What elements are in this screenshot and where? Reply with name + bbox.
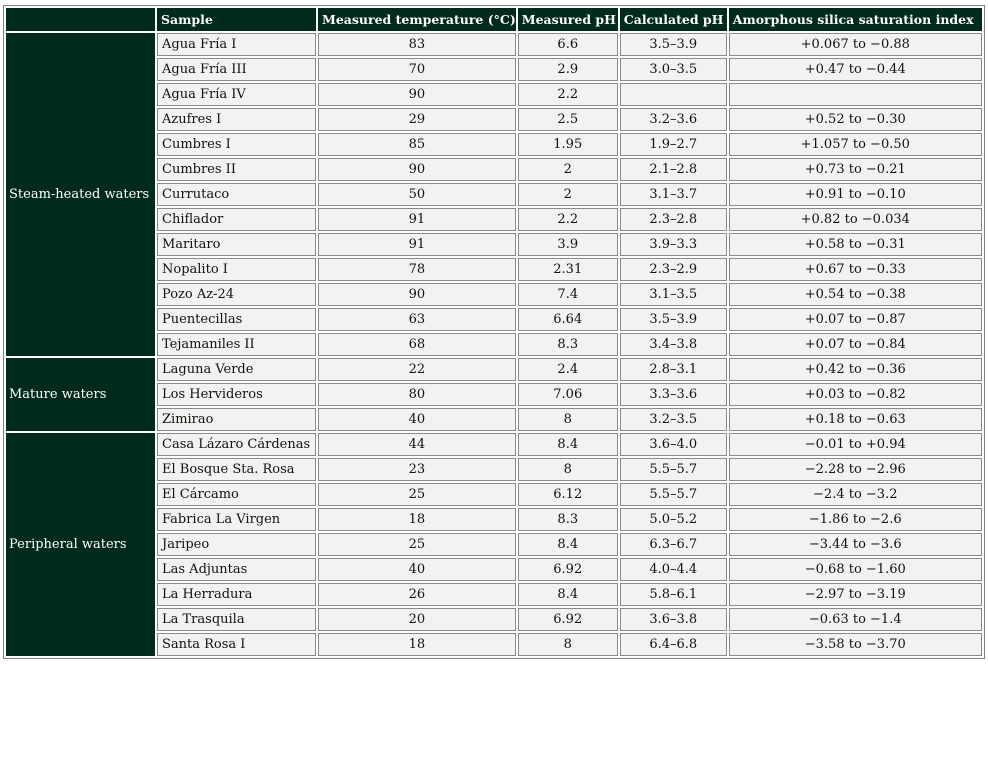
- calculated-ph-cell: 2.8–3.1: [620, 358, 727, 381]
- saturation-index-cell: +0.067 to −0.88: [729, 33, 982, 56]
- saturation-index-cell: +0.54 to −0.38: [729, 283, 982, 306]
- sample-cell: Nopalito I: [157, 258, 316, 281]
- measured-ph-cell: 6.64: [518, 308, 618, 331]
- calculated-ph-cell: 1.9–2.7: [620, 133, 727, 156]
- group-label: Steam-heated waters: [6, 33, 155, 356]
- calculated-ph-cell: 6.4–6.8: [620, 633, 727, 656]
- measured-ph-cell: 8: [518, 458, 618, 481]
- saturation-index-cell: +0.52 to −0.30: [729, 108, 982, 131]
- calculated-ph-cell: 5.8–6.1: [620, 583, 727, 606]
- temperature-cell: 90: [318, 283, 516, 306]
- header-row: [6, 8, 982, 31]
- calculated-ph-cell: 3.9–3.3: [620, 233, 727, 256]
- sample-cell: Currutaco: [157, 183, 316, 206]
- saturation-index-cell: −3.58 to −3.70: [729, 633, 982, 656]
- sample-cell: La Herradura: [157, 583, 316, 606]
- calculated-ph-cell: 3.3–3.6: [620, 383, 727, 406]
- saturation-index-cell: −2.4 to −3.2: [729, 483, 982, 506]
- calculated-ph-cell: 2.1–2.8: [620, 158, 727, 181]
- header-sample: Sample: [157, 8, 316, 31]
- saturation-index-cell: −0.63 to −1.4: [729, 608, 982, 631]
- silica-saturation-table: [4, 6, 984, 658]
- calculated-ph-cell: 3.6–4.0: [620, 433, 727, 456]
- saturation-index-cell: +0.67 to −0.33: [729, 258, 982, 281]
- sample-cell: Las Adjuntas: [157, 558, 316, 581]
- data-table-frame: [3, 5, 985, 659]
- calculated-ph-cell: 6.3–6.7: [620, 533, 727, 556]
- temperature-cell: 80: [318, 383, 516, 406]
- sample-cell: Santa Rosa I: [157, 633, 316, 656]
- sample-cell: Agua Fría IV: [157, 83, 316, 106]
- sample-cell: Pozo Az-24: [157, 283, 316, 306]
- temperature-cell: 78: [318, 258, 516, 281]
- sample-cell: Laguna Verde: [157, 358, 316, 381]
- temperature-cell: 68: [318, 333, 516, 356]
- measured-ph-cell: 8: [518, 408, 618, 431]
- sample-cell: Agua Fría III: [157, 58, 316, 81]
- measured-ph-cell: 2.5: [518, 108, 618, 131]
- measured-ph-cell: 8.3: [518, 508, 618, 531]
- header-measured-ph: Measured pH: [518, 8, 618, 31]
- header-calculated-ph: Calculated pH: [620, 8, 727, 31]
- saturation-index-cell: −2.97 to −3.19: [729, 583, 982, 606]
- temperature-cell: 20: [318, 608, 516, 631]
- saturation-index-cell: +0.03 to −0.82: [729, 383, 982, 406]
- temperature-cell: 91: [318, 233, 516, 256]
- sample-cell: Chiflador: [157, 208, 316, 231]
- temperature-cell: 22: [318, 358, 516, 381]
- temperature-cell: 63: [318, 308, 516, 331]
- measured-ph-cell: 6.12: [518, 483, 618, 506]
- temperature-cell: 40: [318, 408, 516, 431]
- measured-ph-cell: 7.4: [518, 283, 618, 306]
- temperature-cell: 91: [318, 208, 516, 231]
- saturation-index-cell: +0.58 to −0.31: [729, 233, 982, 256]
- measured-ph-cell: 2: [518, 183, 618, 206]
- temperature-cell: 25: [318, 533, 516, 556]
- group-label: Peripheral waters: [6, 433, 155, 656]
- saturation-index-cell: +0.91 to −0.10: [729, 183, 982, 206]
- temperature-cell: 18: [318, 633, 516, 656]
- measured-ph-cell: 8.4: [518, 533, 618, 556]
- measured-ph-cell: 8.4: [518, 433, 618, 456]
- header-measured-temperature: Measured temperature (°C): [318, 8, 516, 31]
- sample-cell: Los Hervideros: [157, 383, 316, 406]
- saturation-index-cell: [729, 83, 982, 106]
- temperature-cell: 90: [318, 158, 516, 181]
- measured-ph-cell: 8: [518, 633, 618, 656]
- measured-ph-cell: 2.9: [518, 58, 618, 81]
- saturation-index-cell: +0.07 to −0.84: [729, 333, 982, 356]
- sample-cell: Zimirao: [157, 408, 316, 431]
- calculated-ph-cell: 2.3–2.9: [620, 258, 727, 281]
- sample-cell: Fabrica La Virgen: [157, 508, 316, 531]
- temperature-cell: 26: [318, 583, 516, 606]
- sample-cell: El Cárcamo: [157, 483, 316, 506]
- temperature-cell: 29: [318, 108, 516, 131]
- measured-ph-cell: 8.4: [518, 583, 618, 606]
- temperature-cell: 44: [318, 433, 516, 456]
- header-group-blank: [6, 8, 155, 31]
- measured-ph-cell: 6.6: [518, 33, 618, 56]
- calculated-ph-cell: 3.0–3.5: [620, 58, 727, 81]
- calculated-ph-cell: 5.0–5.2: [620, 508, 727, 531]
- saturation-index-cell: −0.68 to −1.60: [729, 558, 982, 581]
- sample-cell: Puentecillas: [157, 308, 316, 331]
- measured-ph-cell: 2.4: [518, 358, 618, 381]
- calculated-ph-cell: 3.4–3.8: [620, 333, 727, 356]
- saturation-index-cell: −0.01 to +0.94: [729, 433, 982, 456]
- measured-ph-cell: 6.92: [518, 608, 618, 631]
- measured-ph-cell: 2.31: [518, 258, 618, 281]
- temperature-cell: 50: [318, 183, 516, 206]
- calculated-ph-cell: 3.1–3.5: [620, 283, 727, 306]
- temperature-cell: 83: [318, 33, 516, 56]
- temperature-cell: 90: [318, 83, 516, 106]
- temperature-cell: 25: [318, 483, 516, 506]
- measured-ph-cell: 7.06: [518, 383, 618, 406]
- calculated-ph-cell: 3.5–3.9: [620, 308, 727, 331]
- sample-cell: Casa Lázaro Cárdenas: [157, 433, 316, 456]
- saturation-index-cell: +0.07 to −0.87: [729, 308, 982, 331]
- saturation-index-cell: +0.18 to −0.63: [729, 408, 982, 431]
- calculated-ph-cell: 3.6–3.8: [620, 608, 727, 631]
- temperature-cell: 40: [318, 558, 516, 581]
- sample-cell: Cumbres I: [157, 133, 316, 156]
- group-label: Mature waters: [6, 358, 155, 431]
- temperature-cell: 85: [318, 133, 516, 156]
- calculated-ph-cell: 5.5–5.7: [620, 458, 727, 481]
- saturation-index-cell: +1.057 to −0.50: [729, 133, 982, 156]
- measured-ph-cell: 2.2: [518, 83, 618, 106]
- measured-ph-cell: 2: [518, 158, 618, 181]
- temperature-cell: 70: [318, 58, 516, 81]
- measured-ph-cell: 1.95: [518, 133, 618, 156]
- sample-cell: Agua Fría I: [157, 33, 316, 56]
- sample-cell: Maritaro: [157, 233, 316, 256]
- calculated-ph-cell: [620, 83, 727, 106]
- saturation-index-cell: +0.82 to −0.034: [729, 208, 982, 231]
- calculated-ph-cell: 5.5–5.7: [620, 483, 727, 506]
- sample-cell: La Trasquila: [157, 608, 316, 631]
- calculated-ph-cell: 3.1–3.7: [620, 183, 727, 206]
- measured-ph-cell: 3.9: [518, 233, 618, 256]
- sample-cell: Cumbres II: [157, 158, 316, 181]
- sample-cell: Jaripeo: [157, 533, 316, 556]
- saturation-index-cell: +0.42 to −0.36: [729, 358, 982, 381]
- saturation-index-cell: −3.44 to −3.6: [729, 533, 982, 556]
- calculated-ph-cell: 3.2–3.5: [620, 408, 727, 431]
- measured-ph-cell: 6.92: [518, 558, 618, 581]
- table-row: [6, 358, 982, 381]
- calculated-ph-cell: 4.0–4.4: [620, 558, 727, 581]
- sample-cell: El Bosque Sta. Rosa: [157, 458, 316, 481]
- measured-ph-cell: 8.3: [518, 333, 618, 356]
- saturation-index-cell: +0.73 to −0.21: [729, 158, 982, 181]
- temperature-cell: 23: [318, 458, 516, 481]
- table-body: [6, 33, 982, 656]
- calculated-ph-cell: 3.2–3.6: [620, 108, 727, 131]
- table-row: [6, 33, 982, 56]
- saturation-index-cell: −1.86 to −2.6: [729, 508, 982, 531]
- sample-cell: Tejamaniles II: [157, 333, 316, 356]
- calculated-ph-cell: 2.3–2.8: [620, 208, 727, 231]
- temperature-cell: 18: [318, 508, 516, 531]
- sample-cell: Azufres I: [157, 108, 316, 131]
- header-saturation-index: Amorphous silica saturation index: [729, 8, 982, 31]
- table-row: [6, 433, 982, 456]
- calculated-ph-cell: 3.5–3.9: [620, 33, 727, 56]
- saturation-index-cell: −2.28 to −2.96: [729, 458, 982, 481]
- measured-ph-cell: 2.2: [518, 208, 618, 231]
- saturation-index-cell: +0.47 to −0.44: [729, 58, 982, 81]
